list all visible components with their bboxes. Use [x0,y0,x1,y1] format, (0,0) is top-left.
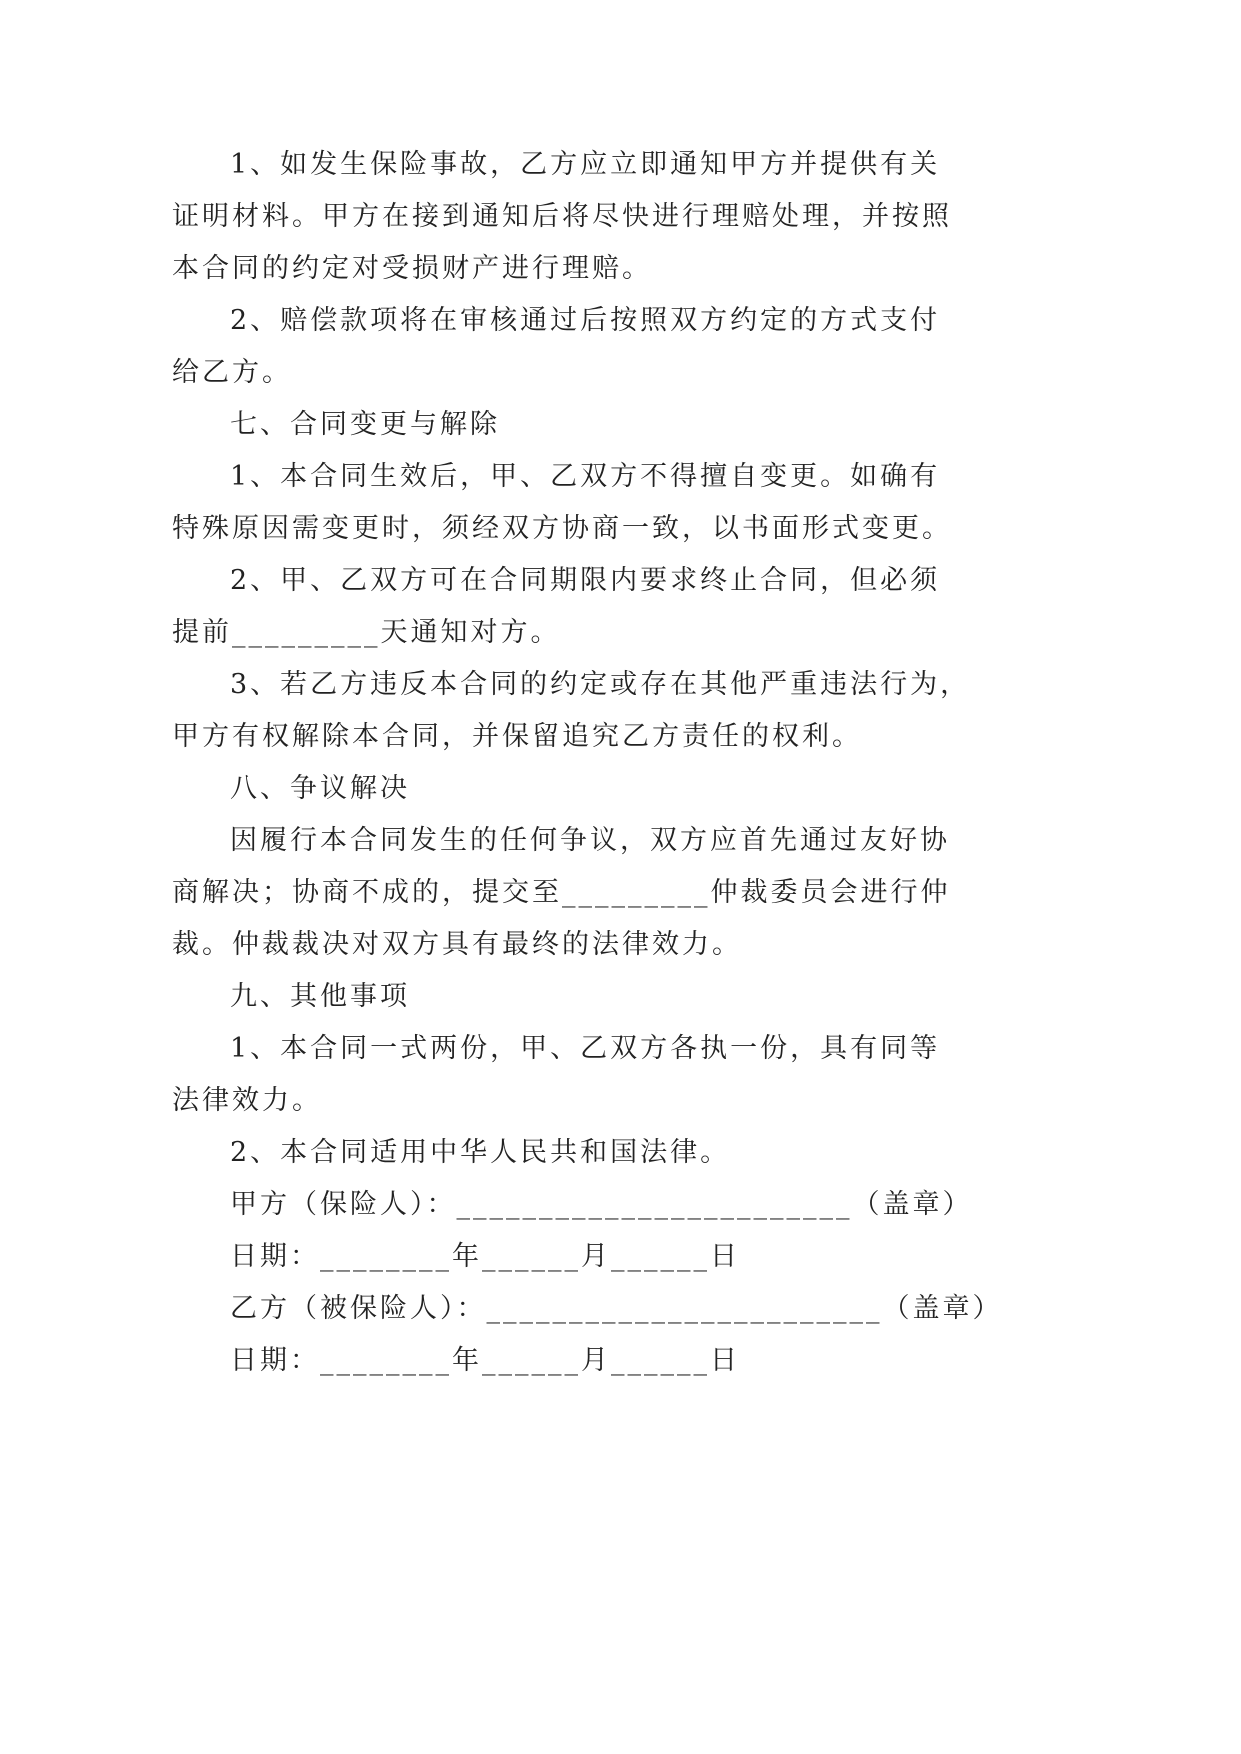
text-line: 提前_________天通知对方。 [172,617,561,648]
document-body [172,139,1003,1387]
paragraph [172,1335,972,1387]
paragraph [172,399,972,451]
text-line: 证明材料。甲方在接到通知后将尽快进行理赔处理，并按照 [172,201,952,232]
text-line: 因履行本合同发生的任何争议，双方应首先通过友好协 [230,825,950,856]
text-line: 本合同的约定对受损财产进行理赔。 [172,253,652,284]
text-line: 商解决；协商不成的，提交至_________仲裁委员会进行仲 [172,877,951,908]
text-line: 1、如发生保险事故，乙方应立即通知甲方并提供有关 [230,149,941,180]
text-line: 九、其他事项 [230,981,410,1012]
paragraph [172,1127,972,1179]
text-line: 3、若乙方违反本合同的约定或存在其他严重违法行为， [230,669,971,700]
text-line: 日期：________年______月______日 [230,1345,740,1376]
text-line: 2、本合同适用中华人民共和国法律。 [230,1137,731,1168]
text-line: 乙方（被保险人）：________________________（盖章） [230,1293,1003,1324]
text-line: 2、赔偿款项将在审核通过后按照双方约定的方式支付 [230,305,941,336]
text-line: 1、本合同生效后，甲、乙双方不得擅自变更。如确有 [230,461,941,492]
paragraph [172,1179,972,1231]
text-line: 裁。仲裁裁决对双方具有最终的法律效力。 [172,929,742,960]
text-line: 八、争议解决 [230,773,410,804]
text-line: 给乙方。 [172,357,292,388]
paragraph [172,1283,1003,1335]
text-line: 甲方有权解除本合同，并保留追究乙方责任的权利。 [172,721,862,752]
text-line: 1、本合同一式两份，甲、乙双方各执一份，具有同等 [230,1033,941,1064]
paragraph [172,555,972,659]
paragraph [172,815,972,971]
paragraph [172,139,972,295]
text-line: 2、甲、乙双方可在合同期限内要求终止合同，但必须 [230,565,941,596]
paragraph [172,295,972,399]
paragraph [172,1023,972,1127]
text-line: 法律效力。 [172,1085,322,1116]
text-line: 日期：________年______月______日 [230,1241,740,1272]
paragraph [172,763,972,815]
text-line: 特殊原因需变更时，须经双方协商一致，以书面形式变更。 [172,513,952,544]
paragraph [172,1231,972,1283]
text-line: 七、合同变更与解除 [230,409,500,440]
paragraph [172,971,972,1023]
paragraph [172,659,972,763]
paragraph [172,451,972,555]
text-line: 甲方（保险人）：________________________（盖章） [230,1189,973,1220]
